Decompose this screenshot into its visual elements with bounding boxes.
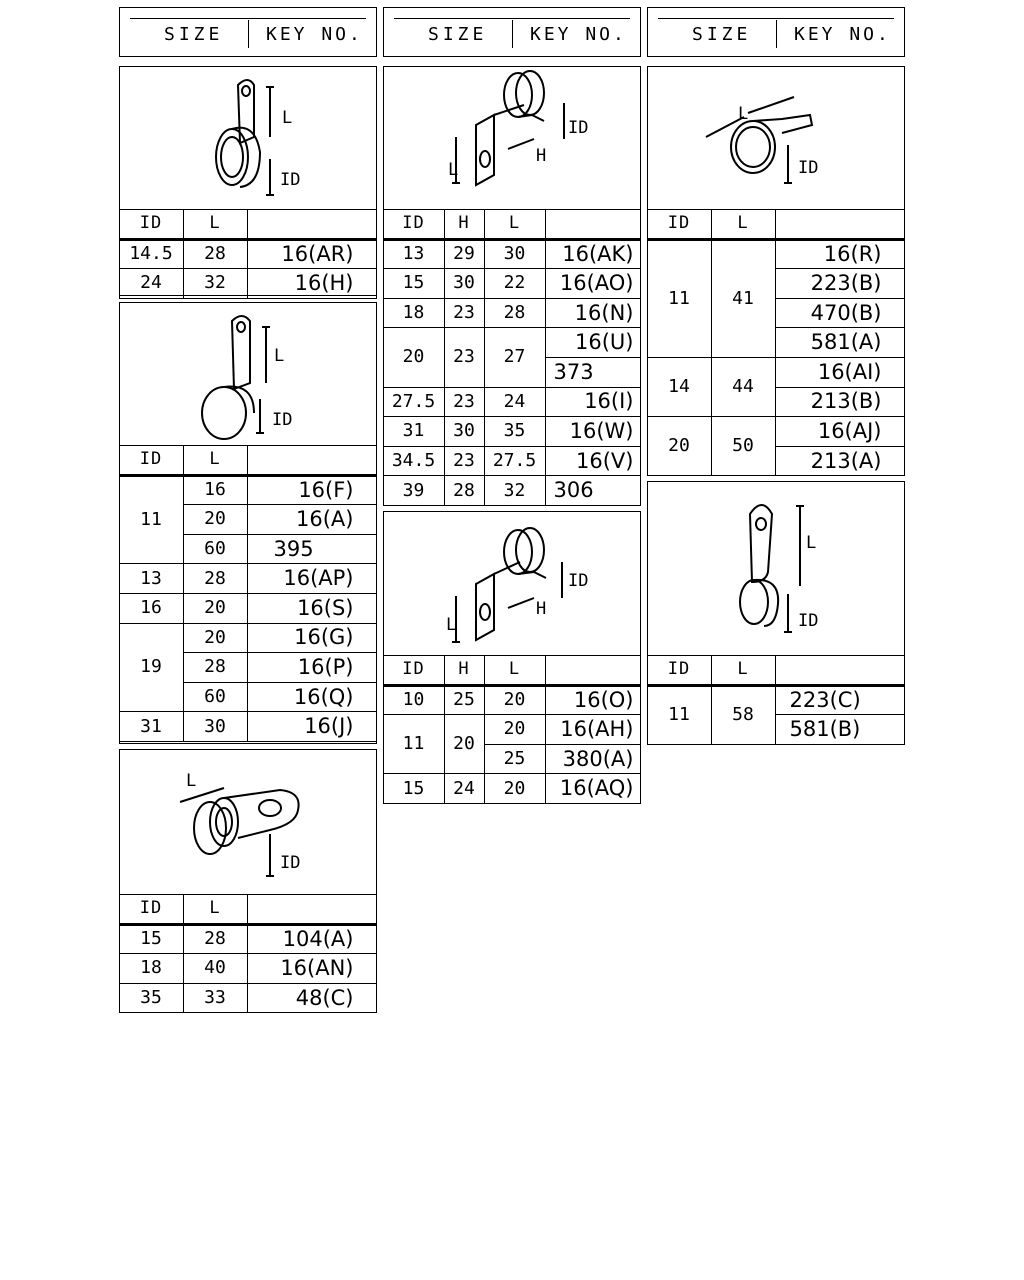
table-row: 13 28 16(AP) bbox=[119, 564, 376, 594]
clamp-drawing-1 bbox=[120, 67, 375, 209]
key-no: 16(AH) bbox=[545, 715, 640, 745]
table-row: 11 58 223(C) bbox=[647, 685, 904, 715]
clamp-block-1 bbox=[119, 66, 377, 296]
key-no: 470(B) bbox=[775, 298, 904, 328]
size-table-1 bbox=[119, 209, 377, 299]
key-no: 16(Q) bbox=[247, 682, 376, 712]
size-label: SIZE bbox=[164, 24, 224, 45]
clamp-drawing-5 bbox=[384, 512, 639, 655]
table-row: 18 23 28 16(N) bbox=[383, 298, 640, 328]
clamp-block-2 bbox=[119, 302, 377, 744]
key-no: 16(W) bbox=[545, 417, 640, 447]
key-no: 16(P) bbox=[247, 653, 376, 683]
table-row: 31 30 16(J) bbox=[119, 712, 376, 742]
table-row: 15 30 22 16(AO) bbox=[383, 269, 640, 299]
key-no: 306 bbox=[545, 476, 640, 506]
col-id: ID bbox=[119, 210, 183, 240]
table-row: 24 32 16(H) bbox=[119, 269, 376, 299]
size-table-5: ID H L 10 25 20 16(O) 11 20 20 16(AH) 25 380(A) 15 24 20 16(AQ) bbox=[383, 655, 641, 804]
dim-l: L bbox=[274, 346, 285, 366]
table-row: 34.5 23 27.5 16(V) bbox=[383, 446, 640, 476]
clamp-drawing-3 bbox=[120, 750, 375, 894]
table-row: 35 33 48(C) bbox=[119, 983, 376, 1013]
table-row: 19 20 16(G) bbox=[119, 623, 376, 653]
table-row: 16 20 16(S) bbox=[119, 593, 376, 623]
key-no: 16(V) bbox=[545, 446, 640, 476]
key-no: 16(AR) bbox=[247, 239, 376, 269]
key-no: 16(AO) bbox=[545, 269, 640, 299]
dim-id: ID bbox=[280, 853, 301, 873]
column-header-3 bbox=[647, 7, 905, 57]
dim-h: H bbox=[536, 146, 547, 166]
p-bracket-clamp-icon bbox=[384, 67, 639, 209]
key-no: 16(O) bbox=[545, 685, 640, 715]
key-no: 223(B) bbox=[775, 269, 904, 299]
dim-l: L bbox=[282, 108, 293, 128]
key-no: 16(U) bbox=[545, 328, 640, 358]
loop-clamp-icon bbox=[120, 303, 375, 445]
table-row: 60 395 bbox=[119, 534, 376, 564]
dim-h: H bbox=[536, 599, 547, 619]
clamp-drawing-4 bbox=[384, 67, 639, 209]
single-loop-clamp-icon bbox=[120, 67, 375, 209]
table-row: 15 28 104(A) bbox=[119, 924, 376, 954]
key-no: 16(G) bbox=[247, 623, 376, 653]
key-no-label: KEY NO. bbox=[266, 24, 363, 45]
size-table-3: ID L 15 28 104(A) 18 40 16(AN) 35 33 48(C) bbox=[119, 894, 377, 1013]
ring-clamp-icon bbox=[648, 67, 903, 209]
key-no: 16(I) bbox=[545, 387, 640, 417]
clamp-drawing-7 bbox=[648, 482, 903, 655]
key-no: 380(A) bbox=[545, 744, 640, 774]
table-row: 18 40 16(AN) bbox=[119, 954, 376, 984]
key-no: 395 bbox=[247, 534, 376, 564]
table-row: 20 50 16(AJ) bbox=[647, 417, 904, 447]
p-bracket-clamp-icon bbox=[384, 512, 639, 655]
table-row: 10 25 20 16(O) bbox=[383, 685, 640, 715]
table-row: 20 23 27 16(U) bbox=[383, 328, 640, 358]
table-row: 31 30 35 16(W) bbox=[383, 417, 640, 447]
table-row: 14.5 28 16(AR) bbox=[119, 239, 376, 269]
key-no: 16(N) bbox=[545, 298, 640, 328]
table-row: 28 16(P) bbox=[119, 653, 376, 683]
key-no: 48(C) bbox=[247, 983, 376, 1013]
key-no: 16(S) bbox=[247, 593, 376, 623]
key-no: 213(A) bbox=[775, 446, 904, 476]
dim-id: ID bbox=[272, 410, 293, 430]
size-table-7: ID L 11 58 223(C) 581(B) bbox=[647, 655, 905, 745]
key-no: 16(AJ) bbox=[775, 417, 904, 447]
clamp-drawing-2 bbox=[120, 303, 375, 445]
table-row: 27.5 23 24 16(I) bbox=[383, 387, 640, 417]
clamp-block-4 bbox=[383, 66, 641, 506]
column-header-2 bbox=[383, 7, 641, 57]
column-header-1 bbox=[119, 7, 377, 57]
clamp-block-5 bbox=[383, 511, 641, 804]
key-no: 223(C) bbox=[775, 685, 904, 715]
size-label: SIZE bbox=[692, 24, 752, 45]
clamp-drawing-6 bbox=[648, 67, 903, 209]
key-no: 581(B) bbox=[775, 715, 904, 745]
dim-id: ID bbox=[798, 158, 819, 178]
clamp-block-3 bbox=[119, 749, 377, 1013]
clamp-block-7 bbox=[647, 481, 905, 745]
table-row: 60 16(Q) bbox=[119, 682, 376, 712]
col-l: L bbox=[183, 210, 247, 240]
table-row: 11 41 16(R) bbox=[647, 239, 904, 269]
table-row: 11 20 20 16(AH) bbox=[383, 715, 640, 745]
dim-id: ID bbox=[568, 118, 589, 138]
key-no: 373 bbox=[545, 357, 640, 387]
dim-l: L bbox=[448, 160, 459, 180]
col-key bbox=[247, 210, 376, 240]
key-no-label: KEY NO. bbox=[794, 24, 891, 45]
key-no: 16(AP) bbox=[247, 564, 376, 594]
dim-l: L bbox=[186, 771, 197, 791]
key-no: 16(AQ) bbox=[545, 774, 640, 804]
cushion-clamp-icon bbox=[120, 750, 375, 894]
strap-clamp-icon bbox=[648, 482, 903, 655]
table-row: 15 24 20 16(AQ) bbox=[383, 774, 640, 804]
dim-l: L bbox=[738, 104, 749, 124]
table-row: 14 44 16(AI) bbox=[647, 357, 904, 387]
clamp-block-6 bbox=[647, 66, 905, 476]
dim-id: ID bbox=[280, 170, 301, 190]
table-row: 25 380(A) bbox=[383, 744, 640, 774]
size-table-2: ID L 11 16 16(F) 20 16(A) 60 395 13 28 16(AP) 16 20 16(S) 19 20 16(G) 28 16(P) 60 16(Q) 31 30 16(J) bbox=[119, 445, 377, 742]
key-no: 16(AI) bbox=[775, 357, 904, 387]
dim-l: L bbox=[446, 615, 457, 635]
key-no: 16(H) bbox=[247, 269, 376, 299]
key-no-label: KEY NO. bbox=[530, 24, 627, 45]
dim-id: ID bbox=[798, 611, 819, 631]
table-row: 13 29 30 16(AK) bbox=[383, 239, 640, 269]
key-no: 104(A) bbox=[247, 924, 376, 954]
key-no: 16(AK) bbox=[545, 239, 640, 269]
table-row: 39 28 32 306 bbox=[383, 476, 640, 506]
key-no: 16(F) bbox=[247, 475, 376, 505]
table-row: 20 16(A) bbox=[119, 505, 376, 535]
dim-l: L bbox=[806, 533, 817, 553]
key-no: 16(J) bbox=[247, 712, 376, 742]
size-table-6: ID L 11 41 16(R) 223(B) 470(B) 581(A) 14 44 16(AI) 213(B) 20 50 16(AJ) 213(A) bbox=[647, 209, 905, 476]
key-no: 16(R) bbox=[775, 239, 904, 269]
key-no: 213(B) bbox=[775, 387, 904, 417]
key-no: 581(A) bbox=[775, 328, 904, 358]
table-row: 11 16 16(F) bbox=[119, 475, 376, 505]
key-no: 16(AN) bbox=[247, 954, 376, 984]
size-label: SIZE bbox=[428, 24, 488, 45]
size-table-4: ID H L 13 29 30 16(AK) 15 30 22 16(AO) 18 23 28 16(N) 20 23 27 16(U) 373 27.5 23 24 16(I) 31 30 35 16(W) 34.5 23 27.5 16(V) 39 28 32 306 bbox=[383, 209, 641, 506]
dim-id: ID bbox=[568, 571, 589, 591]
key-no: 16(A) bbox=[247, 505, 376, 535]
